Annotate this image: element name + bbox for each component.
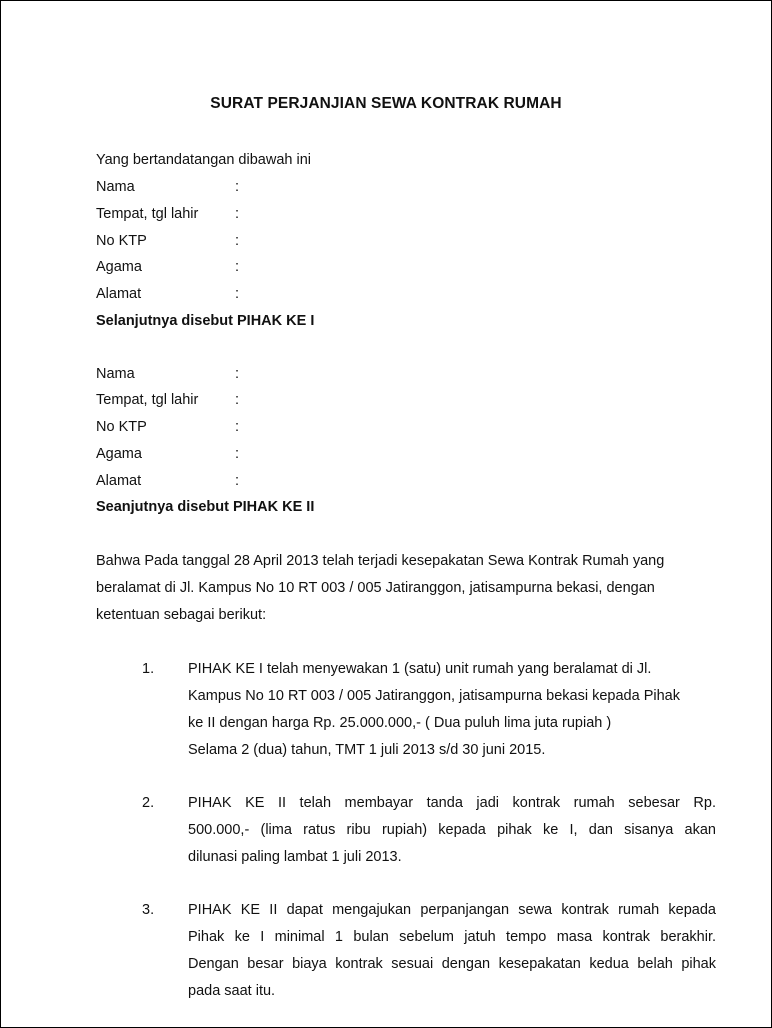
field-colon: : <box>235 392 240 408</box>
party1-field-no-ktp <box>96 233 239 249</box>
field-label: Agama <box>96 446 142 462</box>
party2-field-nama <box>96 366 239 382</box>
party2-field-alamat <box>96 473 239 489</box>
field-colon: : <box>235 233 240 249</box>
field-label: Alamat <box>96 473 142 489</box>
field-colon: : <box>235 419 240 435</box>
field-label: Tempat, tgl lahir <box>96 392 199 408</box>
field-label: Agama <box>96 259 142 275</box>
item-line: Selama 2 (dua) tahun, TMT 1 juli 2013 s/d 30 juni 2015. <box>188 742 546 758</box>
document-title: SURAT PERJANJIAN SEWA KONTRAK RUMAH <box>210 95 562 112</box>
field-colon: : <box>235 446 240 462</box>
list-item-body <box>188 897 716 1005</box>
list-item-number: 2. <box>142 795 155 811</box>
item-line: PIHAK KE II dapat mengajukan perpanjangan sewa kontrak rumah kepada <box>188 902 716 918</box>
list-item-number: 1. <box>142 661 155 677</box>
field-colon: : <box>235 286 240 302</box>
field-label: Nama <box>96 179 135 195</box>
item-line: PIHAK KE I telah menyewakan 1 (satu) unit rumah yang beralamat di Jl. <box>188 661 652 677</box>
item-line: 500.000,- (lima ratus ribu rupiah) kepada pihak ke I, dan sisanya akan <box>188 822 716 838</box>
intro-text: Yang bertandatangan dibawah ini <box>96 152 311 168</box>
party1-field-agama <box>96 259 239 275</box>
party1-designation: Selanjutnya disebut PIHAK KE I <box>96 313 315 329</box>
field-colon: : <box>235 366 240 382</box>
item-line: dilunasi paling lambat 1 juli 2013. <box>188 849 402 865</box>
list-item-body <box>188 656 716 764</box>
field-colon: : <box>235 473 240 489</box>
paragraph-line: ketentuan sebagai berikut: <box>96 607 267 623</box>
item-line: ke II dengan harga Rp. 25.000.000,- ( Dua puluh lima juta rupiah ) <box>188 715 612 731</box>
field-label: Tempat, tgl lahir <box>96 206 199 222</box>
item-line: Kampus No 10 RT 003 / 005 Jatiranggon, jatisampurna bekasi kepada Pihak <box>188 688 680 704</box>
item-line: pada saat itu. <box>188 983 276 999</box>
item-line: Dengan besar biaya kontrak sesuai dengan kesepakatan kedua belah pihak <box>188 956 716 972</box>
party1-field-tempat-lahir <box>96 206 239 222</box>
item-line: PIHAK KE II telah membayar tanda jadi kontrak rumah sebesar Rp. <box>188 795 716 811</box>
list-item-number: 3. <box>142 902 155 918</box>
field-label: No KTP <box>96 419 147 435</box>
field-colon: : <box>235 179 240 195</box>
list-item-body <box>188 790 716 871</box>
field-colon: : <box>235 206 240 222</box>
party2-field-agama <box>96 446 239 462</box>
party1-field-nama <box>96 179 239 195</box>
field-label: Alamat <box>96 286 142 302</box>
agreement-paragraph <box>96 548 726 629</box>
party2-field-tempat-lahir <box>96 392 239 408</box>
field-colon: : <box>235 259 240 275</box>
field-label: No KTP <box>96 233 147 249</box>
paragraph-line: beralamat di Jl. Kampus No 10 RT 003 / 005 Jatiranggon, jatisampurna bekasi, dengan <box>96 580 655 596</box>
item-line: Pihak ke I minimal 1 bulan sebelum jatuh tempo masa kontrak berakhir. <box>188 929 716 945</box>
party2-field-no-ktp <box>96 419 239 435</box>
party1-field-alamat <box>96 286 239 302</box>
field-label: Nama <box>96 366 135 382</box>
paragraph-line: Bahwa Pada tanggal 28 April 2013 telah terjadi kesepakatan Sewa Kontrak Rumah yang <box>96 553 665 569</box>
party2-designation: Seanjutnya disebut PIHAK KE II <box>96 499 315 515</box>
